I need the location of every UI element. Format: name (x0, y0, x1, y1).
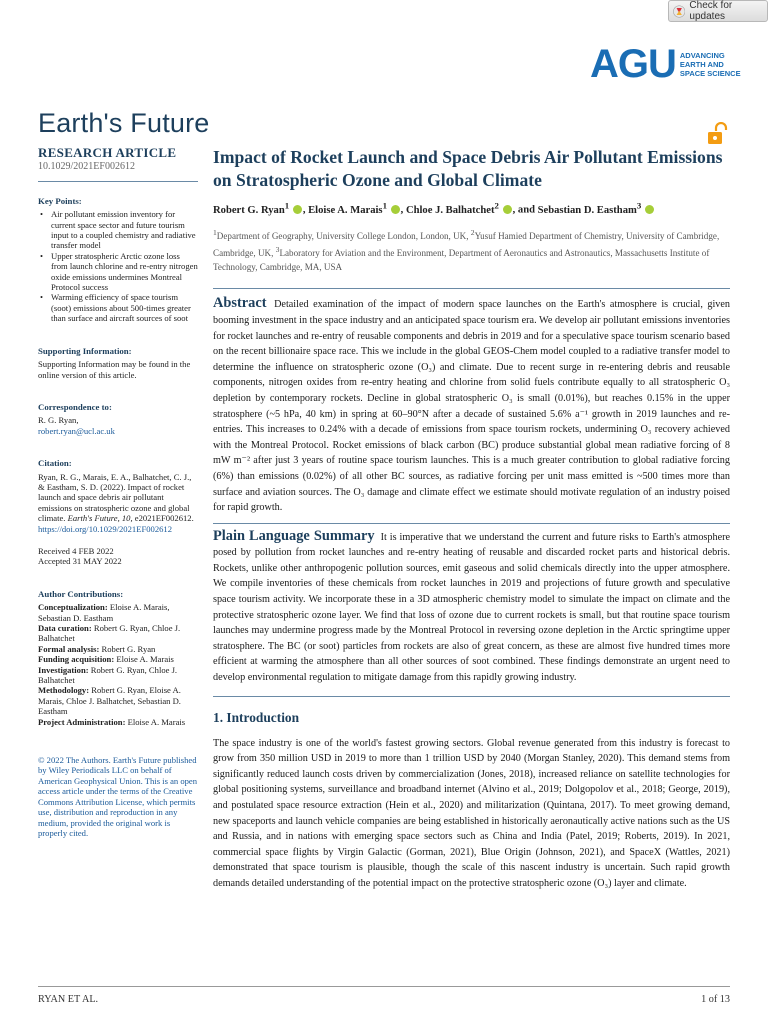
introduction-heading: 1. Introduction (213, 709, 300, 725)
author[interactable] (308, 200, 387, 216)
author[interactable] (405, 200, 499, 216)
page-footer (38, 986, 730, 1005)
affiliation-text: Department of Geography, University College London, London, UK, (216, 230, 471, 241)
contribution-role: Data curation: (38, 623, 92, 633)
key-points-list (38, 209, 198, 323)
key-point: • Air pollutant emission inventory for current space sector and future tourism input to a coupled chemistry and radiative transfer model (38, 209, 198, 251)
contribution-item (38, 717, 198, 727)
contribution-names: Robert G. Ryan, Eloise A. Marais, Chloe J. Balhatchet, Sebastian D. Eastham (38, 685, 181, 717)
author-affiliation-number: 2 (494, 200, 499, 210)
correspondence-label: Correspondence to: (38, 401, 112, 412)
abstract-text: Detailed examination of the impact of modern space launches on the Earth's atmosphere is crucial, given booming investment in the space industry and an anticipated space tourism era. We develop air pollutant emissions inventories for rocket launches and re-entry of reusable components and debris in 2019 and for a speculative space tourism scenario based on the recent billionaire space race. This we include in the global GEOS-Chem model coupled to a radiative transfer model to determine the influence on stratospheric ozone (O₃) and climate. Due to recent surge in re-entering debris and reusable components, nitrogen oxides from re-entry heating and chlorine from solid fuels contribute equally to all stratospheric O₃ depletion by contemporary rockets. Decline in global stratospheric O₃ is small (0.01%), but reaches 0.15% in the upper stratosphere (~5 hPa, 40 km) in spring at 60–90°N after a decade of sustained 5.6% a⁻¹ growth in 2019 launches and re-entries. This increases to 0.24% with a decade of emissions from space tourism rockets, undermining O₃ recovery achieved with the Montreal Protocol. Rocket emissions of black carbon (BC) produce substantial global mean radiative forcing of 8 mW m⁻² after just 3 years of routine space tourism launches. This is a much greater contribution to global radiative forcing (6%) than emissions (0.02%) of all other BC sources, as radiative forcing per unit mass emitted is ~500 times more than surface and aviation sources. The O₃ damage and climate effect we estimate should motivate regulation of an industry poised for rapid growth. (213, 299, 731, 514)
abstract-heading: Abstract (213, 295, 267, 312)
plain-summary-heading: Plain Language Summary (213, 527, 375, 544)
agu-tagline-line: SPACE SCIENCE (679, 68, 741, 78)
correspondence-name: R. G. Ryan, (38, 415, 79, 426)
divider (213, 696, 730, 697)
sidebar (38, 145, 198, 838)
orcid-icon[interactable] (645, 205, 654, 214)
license-text[interactable]: © 2022 The Authors. Earth's Future published by Wiley Periodicals LLC on behalf of American Geophysical Union. This is an open access article under the terms of the Creative Commons Attribution License, which permits use, distribution and reproduction in any medium, provided the original work is properly cited. (38, 755, 198, 838)
contribution-role: Funding acquisition: (38, 654, 115, 665)
supporting-info-label: Supporting Information: (38, 345, 132, 356)
check-for-updates-label: Check for updates (689, 0, 733, 22)
author-name: Sebastian D. Eastham (537, 204, 637, 216)
received-date: Received 4 FEB 2022 (38, 545, 114, 556)
author[interactable] (537, 200, 642, 216)
contribution-names: Robert G. Ryan (101, 643, 156, 654)
key-points-label: Key Points: (38, 195, 82, 206)
contribution-role: Methodology: (38, 685, 90, 696)
agu-tagline-line: ADVANCING (679, 50, 725, 60)
plain-summary-text: It is imperative that we understand the current and future risks to Earth's atmosphere posed by pollution from rocket launches and re-entry heating of reusable and discarded rocket parts and historical debris. Rockets, unlike other anthropogenic pollution sources, emit gaseous and solid chemicals directly into the upper atmosphere. We compile inventories of these chemicals from rocket launches in 2019 and projections of future growth and speculative space tourism activity. We incorporate these in a 3D atmospheric chemistry model to simulate the impact on climate and the protective stratospheric ozone layer. We find that loss of ozone due to current rockets is small, but that routine space tourism launches may undermine progress made by the Montreal Protocol in reversing ozone depletion in the Arctic springtime upper stratosphere. The BC (or soot) particles from rockets are also of great concern, as these are almost five hundred times more efficient at warming the atmosphere than all other sources of soot combined. These findings demonstrate an urgent need to develop environmental regulation to mitigate damage from this rapidly growing industry. (213, 531, 731, 684)
article-title: Impact of Rocket Launch and Space Debris Air Pollutant Emissions on Stratospheric Ozone and Global Climate (213, 147, 723, 190)
agu-logo (590, 44, 741, 84)
contribution-role: Project Administration: (38, 716, 126, 727)
orcid-icon[interactable] (391, 205, 400, 214)
contribution-item (38, 602, 198, 623)
affiliation-number: 1 (213, 227, 217, 237)
divider (213, 288, 730, 289)
page-number: 1 of 13 (701, 994, 730, 1005)
author-affiliation-number: 1 (382, 200, 387, 210)
author-name: Robert G. Ryan (213, 204, 285, 216)
contribution-names: Eloise A. Marais (116, 654, 174, 665)
author-affiliation-number: 1 (284, 200, 290, 210)
citation-id: e2021EF002612. (134, 513, 194, 524)
author-name: Eloise A. Marais (308, 204, 383, 216)
contribution-item (38, 665, 198, 686)
journal-title: Earth's Future (38, 108, 210, 138)
affiliation-text: Laboratory for Aviation and the Environment, Department of Aeronautics and Astronautics, Massachusetts Institute of Technology, Cambridge, MA, USA (213, 248, 710, 272)
citation-doi-link[interactable]: https://doi.org/10.1029/2021EF002612 (38, 523, 173, 534)
author-separator: , and (512, 204, 538, 216)
running-author: RYAN ET AL. (38, 994, 99, 1005)
abstract (213, 296, 730, 515)
contribution-names: Eloise A. Marais, Sebastian D. Eastham (38, 602, 170, 623)
author-contributions-label: Author Contributions: (38, 588, 124, 599)
contribution-names: Robert G. Ryan, Chloe J. Balhatchet (38, 664, 178, 686)
key-point: • Upper stratospheric Arctic ozone loss from launch chlorine and re-entry nitrogen oxide emissions undermines Montreal Protocol success (38, 251, 198, 293)
author[interactable] (213, 200, 290, 216)
affiliation-number: 3 (275, 245, 280, 255)
orcid-icon[interactable] (503, 205, 512, 214)
contribution-names: Eloise A. Marais (127, 716, 186, 727)
article-doi: 10.1029/2021EF002612 (38, 161, 135, 173)
divider (213, 523, 730, 524)
affiliations (213, 226, 730, 275)
article-type: RESEARCH ARTICLE (38, 145, 177, 160)
contribution-item (38, 644, 198, 654)
author-separator: , (302, 204, 309, 216)
check-for-updates-button[interactable] (668, 0, 768, 22)
orcid-icon[interactable] (293, 205, 302, 214)
author-name: Chloe J. Balhatchet (405, 204, 495, 216)
key-point: • Warming efficiency of space tourism (soot) emissions about 500-times greater than surface and aircraft sources of soot (38, 292, 198, 323)
contribution-role: Formal analysis: (38, 643, 100, 654)
author-separator: , (400, 204, 406, 216)
supporting-info-text: Supporting Information may be found in the online version of this article. (38, 359, 191, 380)
introduction-text: The space industry is one of the world's fastest growing sectors. Global revenue generated from this industry is forecast to grow from 350 million USD in 2019 to more than 1 trillion USD by 2040 (Morgan Stanley, 2020). This demand stems from significantly reduced launch costs driven by commercialization (Jones, 2018), increased reliance on satellite technologies for global positioning systems, surveillance and broadband internet (Alvino et al., 2019; Dolgopolov et al., 2018; George, 2019), and postulated space resource extraction (Hein et al., 2020) and militarization (Quintana, 2017). To meet growing demand, new spaceports and launch vehicle companies are being established in historically aeronautically active nations such as the US and Russia, and in nations with emerging space sectors such as China and India (Patel, 2019; Roberts, 2019). In 2021, commercial space flights by Virgin Galactic (Gorman, 2021), Blue Origin (Johnson, 2021), and SpaceX (Wattles, 2021) demonstrated that space tourism is plausible, though the scale of this nascent industry is uncertain. Such rapid growth demands detailed understanding of the potential impact on the protective stratospheric ozone (O₃) layer and climate. (213, 737, 730, 889)
contribution-item (38, 685, 198, 716)
contribution-names: Robert G. Ryan, Chloe J. Balhatchet (38, 623, 181, 644)
citation-label: Citation: (38, 458, 72, 469)
citation-journal: Earth's Future, 10, (67, 513, 133, 524)
author-affiliation-number: 3 (636, 200, 642, 210)
crossmark-icon (673, 5, 685, 18)
affiliation-text: Yusuf Hamied Department of Chemistry, University of Cambridge, Cambridge, UK, (213, 230, 720, 259)
agu-mark: AGU (590, 42, 676, 86)
citation-text (38, 472, 198, 534)
contribution-role: Conceptualization: (38, 602, 108, 613)
contribution-role: Investigation: (38, 664, 89, 675)
contribution-item (38, 654, 198, 664)
plain-language-summary (213, 529, 730, 686)
open-access-lock-icon (705, 122, 729, 146)
agu-tagline (680, 51, 741, 78)
author-contributions (38, 602, 198, 727)
divider (38, 181, 198, 182)
correspondence-email-link[interactable]: robert.ryan@ucl.ac.uk (38, 425, 115, 436)
contribution-item (38, 623, 198, 644)
citation-body: Ryan, R. G., Marais, E. A., Balhatchet, C. J., & Eastham, S. D. (2022). Impact of rocket launch and space debris air pollutant emissions on stratospheric ozone and global climate. (38, 471, 192, 524)
accepted-date: Accepted 31 MAY 2022 (38, 556, 122, 567)
main-column (213, 146, 730, 892)
agu-tagline-line: EARTH AND (679, 59, 724, 69)
author-list (213, 200, 730, 216)
affiliation-number: 2 (470, 227, 475, 237)
